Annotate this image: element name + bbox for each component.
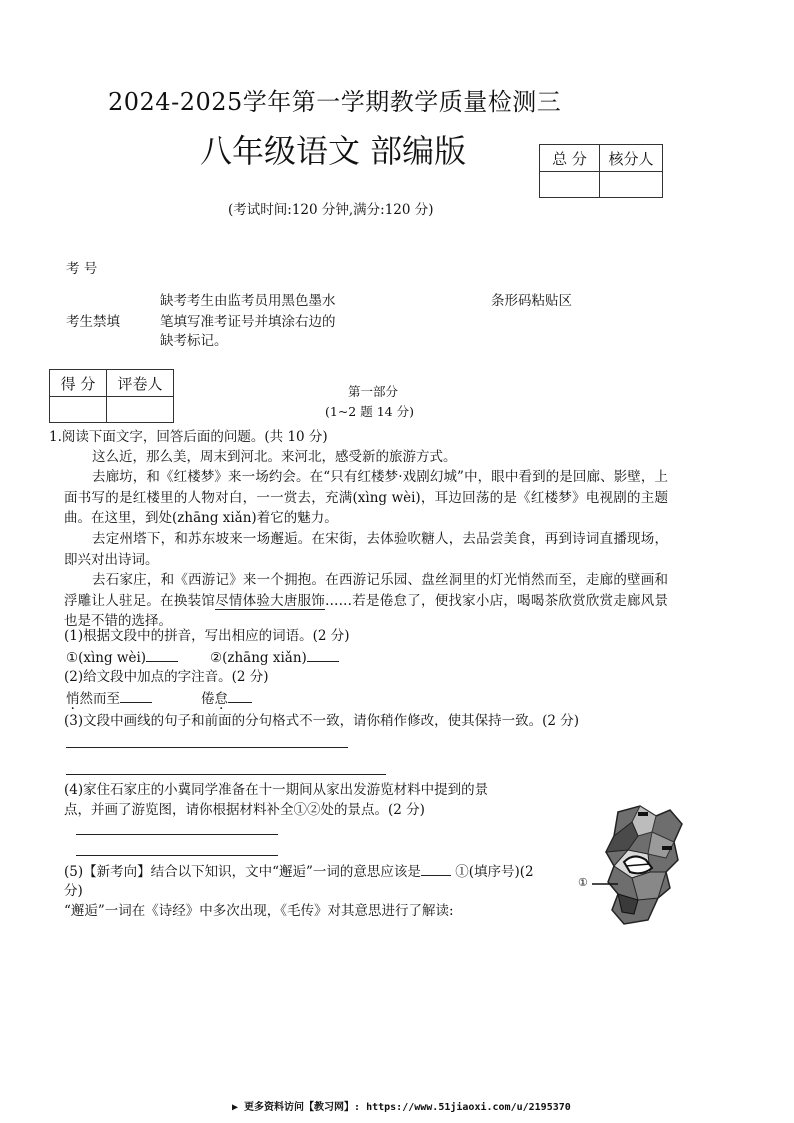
p4-after: ……若是倦怠了，便找家小店，喝喝茶欣赏欣赏走廊风景也是不错的选择。 (64, 592, 669, 629)
q1-sub2-a (66, 688, 152, 709)
answer-blank-4[interactable] (228, 688, 252, 703)
q1-sub5-line1 (64, 861, 534, 882)
checker-header: 核分人 (600, 145, 663, 172)
answer-line-3b[interactable] (66, 774, 386, 775)
grader-header: 评卷人 (107, 370, 174, 397)
passage-paragraph-2: 去廊坊，和《红楼梦》来一场约会。在“只有红楼梦·戏剧幻城”中，眼中看到的是回廊、影壁，上面书写的是红楼里的人物对白，一一赏去，充满(xìng wèi)，耳边回荡的是《红楼梦》电视剧的主题曲。在这里，到处(zhāng xiǎn)着它的魅力。 (64, 469, 668, 526)
q1-sub5-note: “邂逅”一词在《诗经》中多次出现，《毛传》对其意思进行了解读: (64, 903, 454, 919)
total-score-table (539, 144, 663, 198)
exam-title: 2024-2025学年第一学期教学质量检测三 (108, 88, 562, 116)
sub5-circle: ① (455, 864, 469, 880)
passage-paragraph-4 (64, 570, 668, 632)
absent-note-line1: 缺考考生由监考员用黑色墨水 (160, 293, 336, 309)
score-cell[interactable] (50, 397, 107, 423)
total-score-header: 总 分 (540, 145, 600, 172)
barcode-area-label: 条形码粘贴区 (491, 293, 572, 309)
answer-blank-2[interactable] (307, 647, 339, 662)
dotted-char-2: 怠 (214, 691, 228, 707)
q1-heading: 1.阅读下面文字，回答后面的问题。(共 10 分) (49, 429, 328, 445)
grader-table (49, 369, 174, 423)
p4-before: 去石家庄，和《西游记》来一个拥抱。在西游记乐园、盘丝洞里的灯光悄然而至，走廊的壁画和浮雕让人驻足。在换装馆 (64, 572, 668, 609)
absent-note-line2: 笔填写准考证号并填涂右边的 (160, 314, 336, 330)
part-range: (1~2 题 14 分) (325, 404, 414, 419)
answer-line-3a[interactable] (66, 747, 348, 748)
dotted-char-1: 悄 (66, 691, 80, 707)
answer-blank-3[interactable] (120, 688, 152, 703)
absent-note-line3: 缺考标记。 (160, 333, 228, 349)
total-score-cell[interactable] (540, 172, 600, 198)
sub5-text-end: (填序号)(2 (468, 864, 534, 880)
candidate-number-label: 考 号 (66, 261, 98, 277)
q1-sub2-b (201, 688, 252, 709)
answer-blank-5[interactable] (421, 861, 451, 876)
sub2-a-rest: 然而至 (79, 691, 120, 707)
underlined-sentence: 尽情体验大唐服饰 (215, 592, 326, 609)
q1-sub2: (2)给文段中加点的字注音。(2 分) (64, 669, 269, 685)
q1-sub1-a (66, 647, 178, 668)
score-header: 得 分 (50, 370, 107, 397)
sub1-a-label: ①(xìng wèi) (66, 650, 147, 666)
sub1-b-label: ②(zhāng xiǎn) (210, 650, 307, 666)
part-title: 第一部分 (348, 384, 399, 399)
map-label-1: ① (578, 876, 588, 889)
answer-line-4b[interactable] (76, 855, 278, 856)
q1-sub1: (1)根据文段中的拼音，写出相应的词语。(2 分) (64, 628, 350, 644)
footer-link[interactable]: ▶ 更多资料访问【教习网】: https://www.51jiaoxi.com/u/2195370 (232, 1102, 571, 1113)
q1-sub3: (3)文段中画线的句子和前面的分句格式不一致，请你稍作修改，使其保持一致。(2 分) (64, 713, 580, 729)
q1-sub5-line2: 分) (64, 883, 83, 899)
q1-sub4-line1: (4)家住石家庄的小冀同学准备在十一期间从家出发游览材料中提到的景 (64, 782, 489, 798)
grader-cell[interactable] (107, 397, 174, 423)
passage-paragraph-3: 去定州塔下，和苏东坡来一场邂逅。在宋街，去体验吹糖人，去品尝美食，再到诗词直播现场，即兴对出诗词。 (64, 531, 668, 568)
forbidden-label: 考生禁填 (66, 314, 120, 330)
subject-title: 八年级语文 部编版 (200, 132, 467, 170)
q1-sub1-b (210, 647, 339, 668)
answer-line-4a[interactable] (76, 834, 278, 835)
sub2-b-pre: 倦 (201, 691, 215, 707)
sub5-text: (5)【新考向】结合以下知识，文中“邂逅”一词的意思应该是 (64, 864, 421, 880)
tour-map-image (578, 802, 688, 926)
checker-cell[interactable] (600, 172, 663, 198)
passage-paragraph-1: 这么近，那么美，周末到河北。来河北，感受新的旅游方式。 (92, 449, 457, 465)
q1-sub4-line2: 点，并画了游览图，请你根据材料补全①②处的景点。(2 分) (64, 802, 425, 818)
answer-blank-1[interactable] (146, 647, 178, 662)
exam-info: (考试时间:120 分钟,满分:120 分) (228, 202, 434, 218)
tour-map-svg (578, 802, 688, 926)
